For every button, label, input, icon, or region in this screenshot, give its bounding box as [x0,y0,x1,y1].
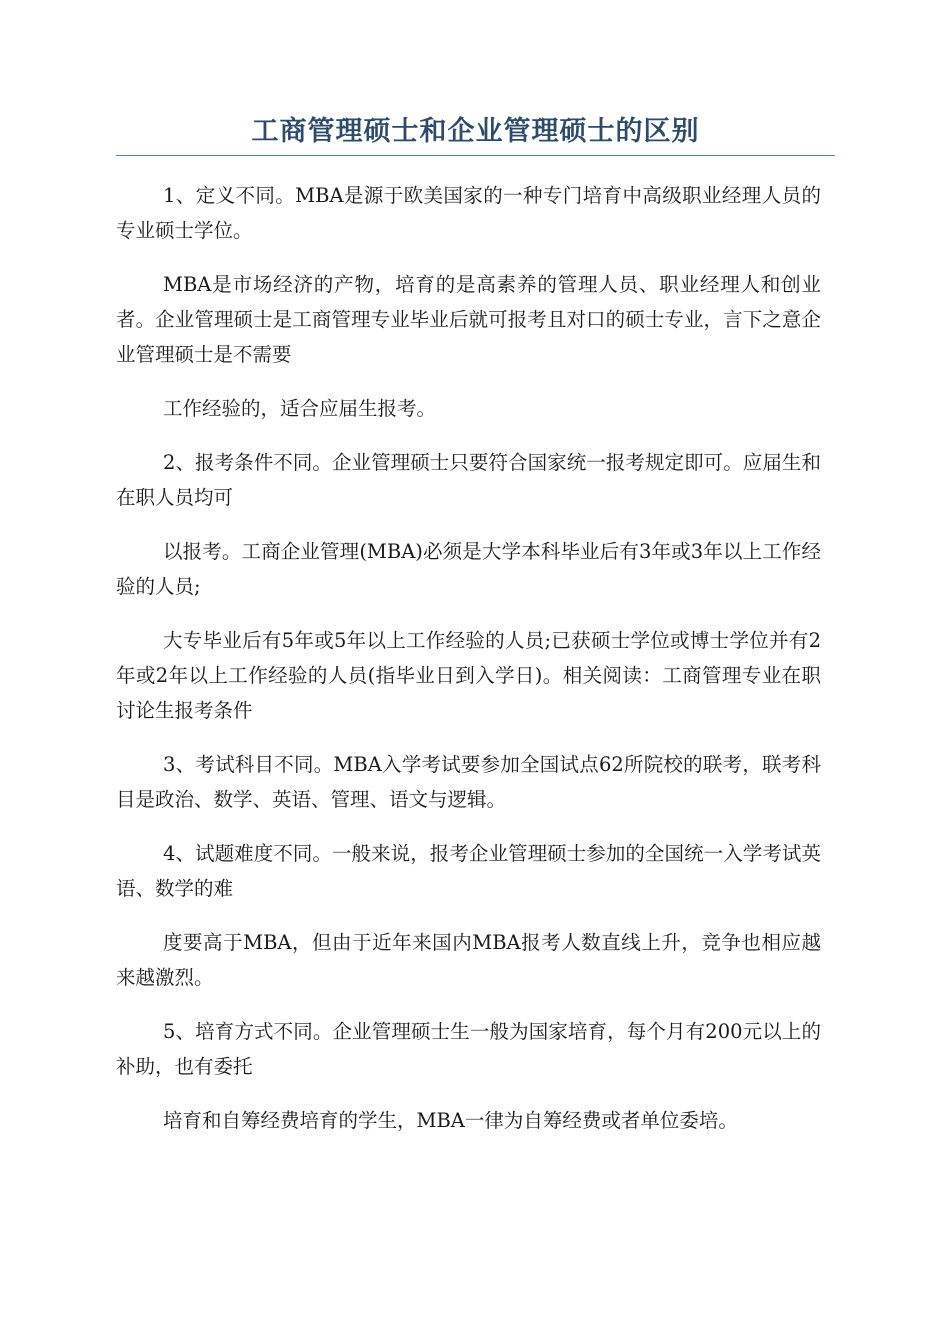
paragraph: 1、定义不同。MBA是源于欧美国家的一种专门培育中高级职业经理人员的专业硕士学位。 [116,184,821,242]
paragraph: 2、报考条件不同。企业管理硕士只要符合国家统一报考规定即可。应届生和在职人员均可 [116,451,821,509]
paragraph: MBA是市场经济的产物，培育的是高素养的管理人员、职业经理人和创业者。企业管理硕士是工商管理专业毕业后就可报考且对口的硕士专业，言下之意企业管理硕士是不需要 [116,273,821,366]
paragraph: 大专毕业后有5年或5年以上工作经验的人员;已获硕士学位或博士学位并有2年或2年以上工作经验的人员(指毕业日到入学日)。相关阅读：工商管理专业在职讨论生报考条件 [116,629,821,722]
paragraph: 3、考试科目不同。MBA入学考试要参加全国试点62所院校的联考，联考科目是政治、数学、英语、管理、语文与逻辑。 [116,753,821,811]
document-body [116,178,821,1157]
paragraph: 培育和自筹经费培育的学生，MBA一律为自筹经费或者单位委培。 [163,1109,738,1132]
document-title: 工商管理硕士和企业管理硕士的区别 [251,116,700,147]
title-underline [116,155,835,156]
paragraph: 以报考。工商企业管理(MBA)必须是大学本科毕业后有3年或3年以上工作经验的人员; [116,540,821,598]
paragraph: 工作经验的，适合应届生报考。 [163,397,437,420]
paragraph: 5、培育方式不同。企业管理硕士生一般为国家培育，每个月有200元以上的补助，也有委托 [116,1020,821,1078]
paragraph: 度要高于MBA，但由于近年来国内MBA报考人数直线上升，竞争也相应越来越激烈。 [116,931,821,989]
paragraph: 4、试题难度不同。一般来说，报考企业管理硕士参加的全国统一入学考试英语、数学的难 [116,842,821,900]
